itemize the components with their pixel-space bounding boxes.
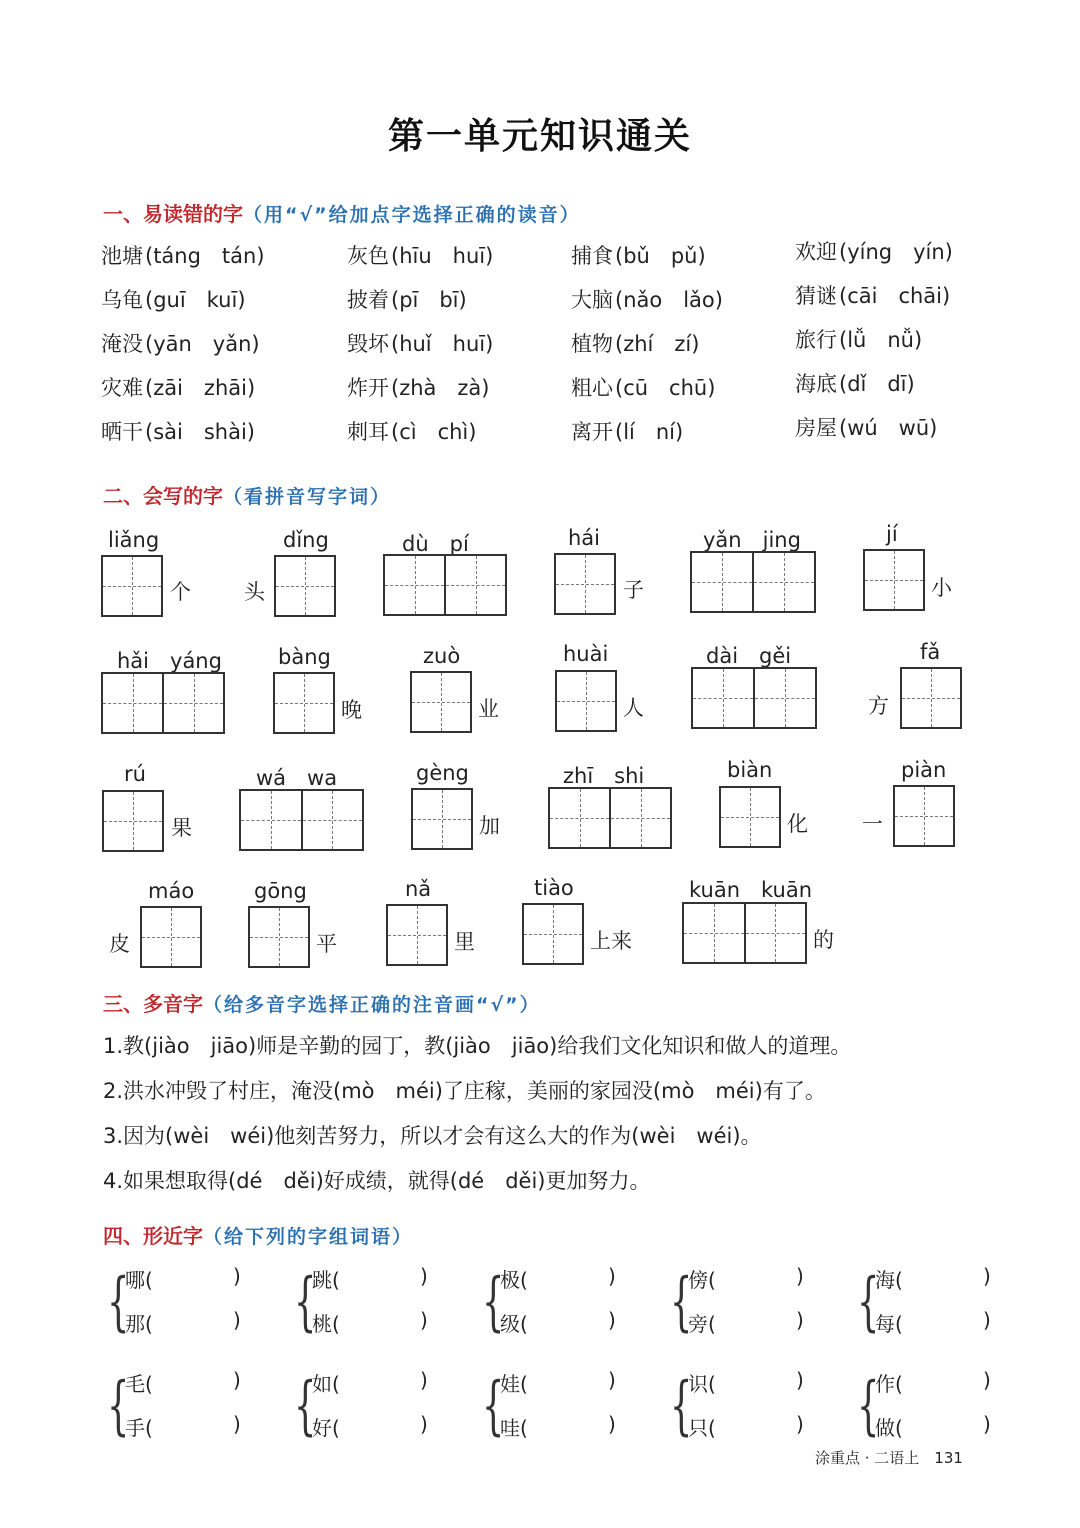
brace-icon: { [857, 1265, 880, 1339]
writing-box[interactable] [719, 786, 781, 848]
similar-char-group [670, 1262, 810, 1352]
reading-options[interactable]: (sài shài) [145, 420, 255, 444]
word-blank[interactable] [125, 1264, 241, 1293]
reading-item [795, 280, 950, 310]
pinyin-label: biàn [727, 758, 773, 782]
similar-char: 哇( [500, 1416, 528, 1440]
close-paren: ) [420, 1308, 428, 1332]
similar-char: 识( [688, 1372, 716, 1396]
given-char: 一 [862, 812, 883, 836]
reading-options[interactable]: (zhà zà) [391, 376, 490, 400]
similar-char: 跳( [312, 1268, 340, 1292]
writing-box[interactable] [900, 667, 962, 729]
pinyin-label: huài [563, 642, 609, 666]
reading-word: 粗心 [571, 376, 613, 400]
similar-char: 极( [500, 1268, 528, 1292]
similar-char-group [482, 1262, 622, 1352]
given-char: 方 [868, 694, 889, 718]
given-char: 个 [170, 580, 191, 604]
similar-char: 旁( [688, 1312, 716, 1336]
pinyin-label: bàng [278, 645, 331, 669]
reading-item [571, 372, 715, 402]
brace-icon: { [482, 1265, 505, 1339]
reading-item [101, 372, 255, 402]
brace-icon: { [294, 1265, 317, 1339]
reading-item [571, 284, 723, 314]
writing-box[interactable] [248, 906, 310, 968]
reading-item [101, 328, 260, 358]
reading-word: 植物 [571, 332, 613, 356]
similar-char: 如( [312, 1372, 340, 1396]
reading-options[interactable]: (nǎo lǎo) [615, 288, 723, 312]
reading-item [347, 372, 489, 402]
reading-options[interactable]: (pī bī) [391, 288, 467, 312]
similar-char: 好( [312, 1416, 340, 1440]
given-char: 头 [244, 580, 265, 604]
pinyin-label: yǎn jing [703, 528, 801, 552]
word-blank[interactable] [688, 1412, 804, 1441]
given-char: 果 [171, 816, 192, 840]
given-char: 的 [813, 928, 834, 952]
word-blank[interactable] [312, 1308, 428, 1337]
writing-box[interactable] [548, 787, 672, 849]
section-4-heading [103, 1220, 413, 1249]
reading-word: 捕食 [571, 244, 613, 268]
similar-char-group [107, 1366, 247, 1456]
writing-box[interactable] [101, 672, 225, 734]
reading-word: 灰色 [347, 244, 389, 268]
section-1-heading [103, 198, 581, 227]
reading-item [347, 284, 467, 314]
reading-item [347, 416, 476, 446]
similar-char: 每( [875, 1312, 903, 1336]
reading-options[interactable]: (huǐ huī) [391, 332, 494, 356]
given-char: 化 [787, 812, 808, 836]
reading-word: 欢迎 [795, 240, 837, 264]
reading-options[interactable]: (guī kuī) [145, 288, 246, 312]
close-paren: ) [420, 1368, 428, 1392]
section-4-note: （给下列的字组词语） [203, 1226, 414, 1248]
given-char: 业 [478, 697, 499, 721]
reading-options[interactable]: (cū chū) [615, 376, 716, 400]
word-blank[interactable] [500, 1412, 616, 1441]
section-1-title: 一、易读错的字 [103, 202, 243, 226]
section-2-note: （看拼音写字词） [223, 486, 392, 508]
reading-word: 海底 [795, 372, 837, 396]
section-4-title: 四、形近字 [103, 1224, 203, 1248]
close-paren: ) [983, 1368, 991, 1392]
pinyin-label: liǎng [108, 528, 160, 552]
given-char: 皮 [109, 932, 130, 956]
given-char: 人 [623, 696, 644, 720]
reading-word: 大脑 [571, 288, 613, 312]
close-paren: ) [608, 1308, 616, 1332]
reading-word: 刺耳 [347, 420, 389, 444]
given-char: 加 [479, 814, 500, 838]
brace-icon: { [857, 1369, 880, 1443]
pinyin-label: dù pí [402, 532, 469, 556]
close-paren: ) [983, 1308, 991, 1332]
word-blank[interactable] [500, 1308, 616, 1337]
close-paren: ) [420, 1264, 428, 1288]
close-paren: ) [420, 1412, 428, 1436]
section-3-title: 三、多音字 [103, 992, 203, 1016]
word-blank[interactable] [500, 1264, 616, 1293]
reading-word: 乌龟 [101, 288, 143, 312]
reading-item [101, 240, 265, 270]
similar-char: 做( [875, 1416, 903, 1440]
close-paren: ) [796, 1368, 804, 1392]
reading-word: 灾难 [101, 376, 143, 400]
brace-icon: { [670, 1265, 693, 1339]
writing-box[interactable] [555, 670, 617, 732]
section-3-note: （给多音字选择正确的注音画“√”） [203, 994, 541, 1016]
writing-box[interactable] [273, 672, 335, 734]
reading-word: 旅行 [795, 328, 837, 352]
reading-item [571, 240, 706, 270]
word-blank[interactable] [688, 1308, 804, 1337]
pinyin-label: gèng [416, 761, 469, 785]
reading-word: 离开 [571, 420, 613, 444]
similar-char-group [482, 1366, 622, 1456]
reading-item [347, 328, 493, 358]
reading-item [101, 284, 246, 314]
reading-word: 房屋 [795, 416, 837, 440]
similar-char-group [107, 1262, 247, 1352]
section-2-title: 二、会写的字 [103, 484, 223, 508]
given-char: 子 [623, 578, 644, 602]
pinyin-label: kuān kuān [689, 878, 813, 902]
writing-box[interactable] [101, 555, 163, 617]
s3-sentence: 1.教(jiào jiāo)师是辛勤的园丁，教(jiào jiāo)给我们文化知识和做人的道理。 [103, 1034, 852, 1058]
reading-item [101, 416, 255, 446]
reading-word: 晒干 [101, 420, 143, 444]
similar-char: 毛( [125, 1372, 153, 1396]
similar-char: 只( [688, 1416, 716, 1440]
pinyin-label: fǎ [920, 640, 941, 664]
page-title: 第一单元知识通关 [387, 115, 692, 157]
close-paren: ) [233, 1264, 241, 1288]
reading-item [795, 236, 953, 266]
word-blank[interactable] [312, 1368, 428, 1397]
writing-box[interactable] [383, 554, 507, 616]
pinyin-label: gōng [254, 879, 307, 903]
brace-icon: { [670, 1369, 693, 1443]
pinyin-label: zuò [423, 644, 461, 668]
writing-box[interactable] [690, 551, 816, 613]
pinyin-label: hǎi yáng [117, 649, 222, 673]
word-blank[interactable] [875, 1368, 991, 1397]
writing-box[interactable] [554, 553, 616, 615]
pinyin-label: rú [124, 762, 146, 786]
close-paren: ) [233, 1412, 241, 1436]
writing-box[interactable] [682, 902, 807, 964]
pinyin-label: zhī shi [563, 764, 645, 788]
reading-word: 池塘 [101, 244, 143, 268]
reading-options[interactable]: (cì chì) [391, 420, 477, 444]
reading-options[interactable]: (yíng yín) [839, 240, 953, 264]
similar-char: 级( [500, 1312, 528, 1336]
brace-icon: { [294, 1369, 317, 1443]
similar-char-group [857, 1366, 997, 1456]
pinyin-label: tiào [534, 876, 574, 900]
word-blank[interactable] [312, 1412, 428, 1441]
reading-options[interactable]: (táng tán) [145, 244, 265, 268]
similar-char-group [857, 1262, 997, 1352]
close-paren: ) [233, 1368, 241, 1392]
word-blank[interactable] [125, 1412, 241, 1441]
similar-char: 娃( [500, 1372, 528, 1396]
similar-char: 傍( [688, 1268, 716, 1292]
page-footer: 涂重点 · 二语上 131 [815, 1449, 963, 1467]
similar-char: 海( [875, 1268, 903, 1292]
similar-char-group [294, 1366, 434, 1456]
writing-box[interactable] [411, 788, 473, 850]
given-char: 晚 [341, 698, 362, 722]
word-blank[interactable] [312, 1264, 428, 1293]
reading-options[interactable]: (yān yǎn) [145, 332, 260, 356]
given-char: 上来 [590, 929, 632, 953]
writing-box[interactable] [274, 555, 336, 617]
reading-options[interactable]: (lǚ nǚ) [839, 328, 923, 352]
section-2-heading [103, 480, 391, 509]
pinyin-label: jí [886, 522, 898, 546]
pinyin-label: máo [148, 879, 195, 903]
reading-item [347, 240, 493, 270]
section-1-note: （用“√”给加点字选择正确的读音） [243, 204, 581, 226]
brace-icon: { [107, 1265, 130, 1339]
word-blank[interactable] [125, 1368, 241, 1397]
reading-options[interactable]: (hīu huī) [391, 244, 494, 268]
similar-char-group [670, 1366, 810, 1456]
word-blank[interactable] [875, 1264, 991, 1293]
close-paren: ) [796, 1308, 804, 1332]
reading-word: 披着 [347, 288, 389, 312]
word-blank[interactable] [688, 1368, 804, 1397]
reading-options[interactable]: (wú wū) [839, 416, 938, 440]
close-paren: ) [608, 1264, 616, 1288]
similar-char: 作( [875, 1372, 903, 1396]
reading-options[interactable]: (dǐ dī) [839, 372, 915, 396]
reading-item [795, 412, 937, 442]
reading-options[interactable]: (zhí zí) [615, 332, 700, 356]
similar-char: 哪( [125, 1268, 153, 1292]
word-blank[interactable] [125, 1308, 241, 1337]
given-char: 里 [454, 930, 475, 954]
reading-item [795, 368, 915, 398]
writing-box[interactable] [239, 789, 364, 851]
brace-icon: { [107, 1369, 130, 1443]
pinyin-label: nǎ [405, 877, 432, 901]
reading-options[interactable]: (lí ní) [615, 420, 684, 444]
writing-box[interactable] [386, 904, 448, 966]
reading-options[interactable]: (zāi zhāi) [145, 376, 256, 400]
word-blank[interactable] [500, 1368, 616, 1397]
writing-box[interactable] [410, 671, 472, 733]
writing-box[interactable] [863, 549, 925, 611]
given-char: 平 [316, 932, 337, 956]
writing-box[interactable] [893, 785, 955, 847]
reading-word: 淹没 [101, 332, 143, 356]
close-paren: ) [608, 1412, 616, 1436]
reading-word: 猜谜 [795, 284, 837, 308]
close-paren: ) [983, 1412, 991, 1436]
s3-sentence: 4.如果想取得(dé děi)好成绩，就得(dé děi)更加努力。 [103, 1169, 651, 1193]
reading-item [571, 416, 683, 446]
writing-box[interactable] [140, 906, 202, 968]
writing-box[interactable] [691, 667, 817, 729]
reading-options[interactable]: (bǔ pǔ) [615, 244, 706, 268]
close-paren: ) [796, 1412, 804, 1436]
writing-box[interactable] [102, 790, 164, 852]
close-paren: ) [233, 1308, 241, 1332]
similar-char-group [294, 1262, 434, 1352]
reading-options[interactable]: (cāi chāi) [839, 284, 951, 308]
reading-item [795, 324, 922, 354]
section-3-heading [103, 988, 541, 1017]
reading-word: 毁坏 [347, 332, 389, 356]
word-blank[interactable] [875, 1308, 991, 1337]
pinyin-label: wá wa [256, 766, 338, 790]
s3-sentence: 3.因为(wèi wéi)他刻苦努力，所以才会有这么大的作为(wèi wéi)。 [103, 1124, 762, 1148]
word-blank[interactable] [875, 1412, 991, 1441]
close-paren: ) [983, 1264, 991, 1288]
close-paren: ) [796, 1264, 804, 1288]
pinyin-label: piàn [901, 758, 947, 782]
close-paren: ) [608, 1368, 616, 1392]
pinyin-label: hái [568, 526, 601, 550]
reading-word: 炸开 [347, 376, 389, 400]
similar-char: 那( [125, 1312, 153, 1336]
similar-char: 手( [125, 1416, 153, 1440]
pinyin-label: dǐng [283, 528, 329, 552]
word-blank[interactable] [688, 1264, 804, 1293]
pinyin-label: dài gěi [706, 644, 792, 668]
writing-box[interactable] [522, 903, 584, 965]
s3-sentence: 2.洪水冲毁了村庄，淹没(mò méi)了庄稼，美丽的家园没(mò méi)有了。 [103, 1079, 826, 1103]
given-char: 小 [931, 576, 952, 600]
reading-item [571, 328, 699, 358]
similar-char: 桃( [312, 1312, 340, 1336]
brace-icon: { [482, 1369, 505, 1443]
